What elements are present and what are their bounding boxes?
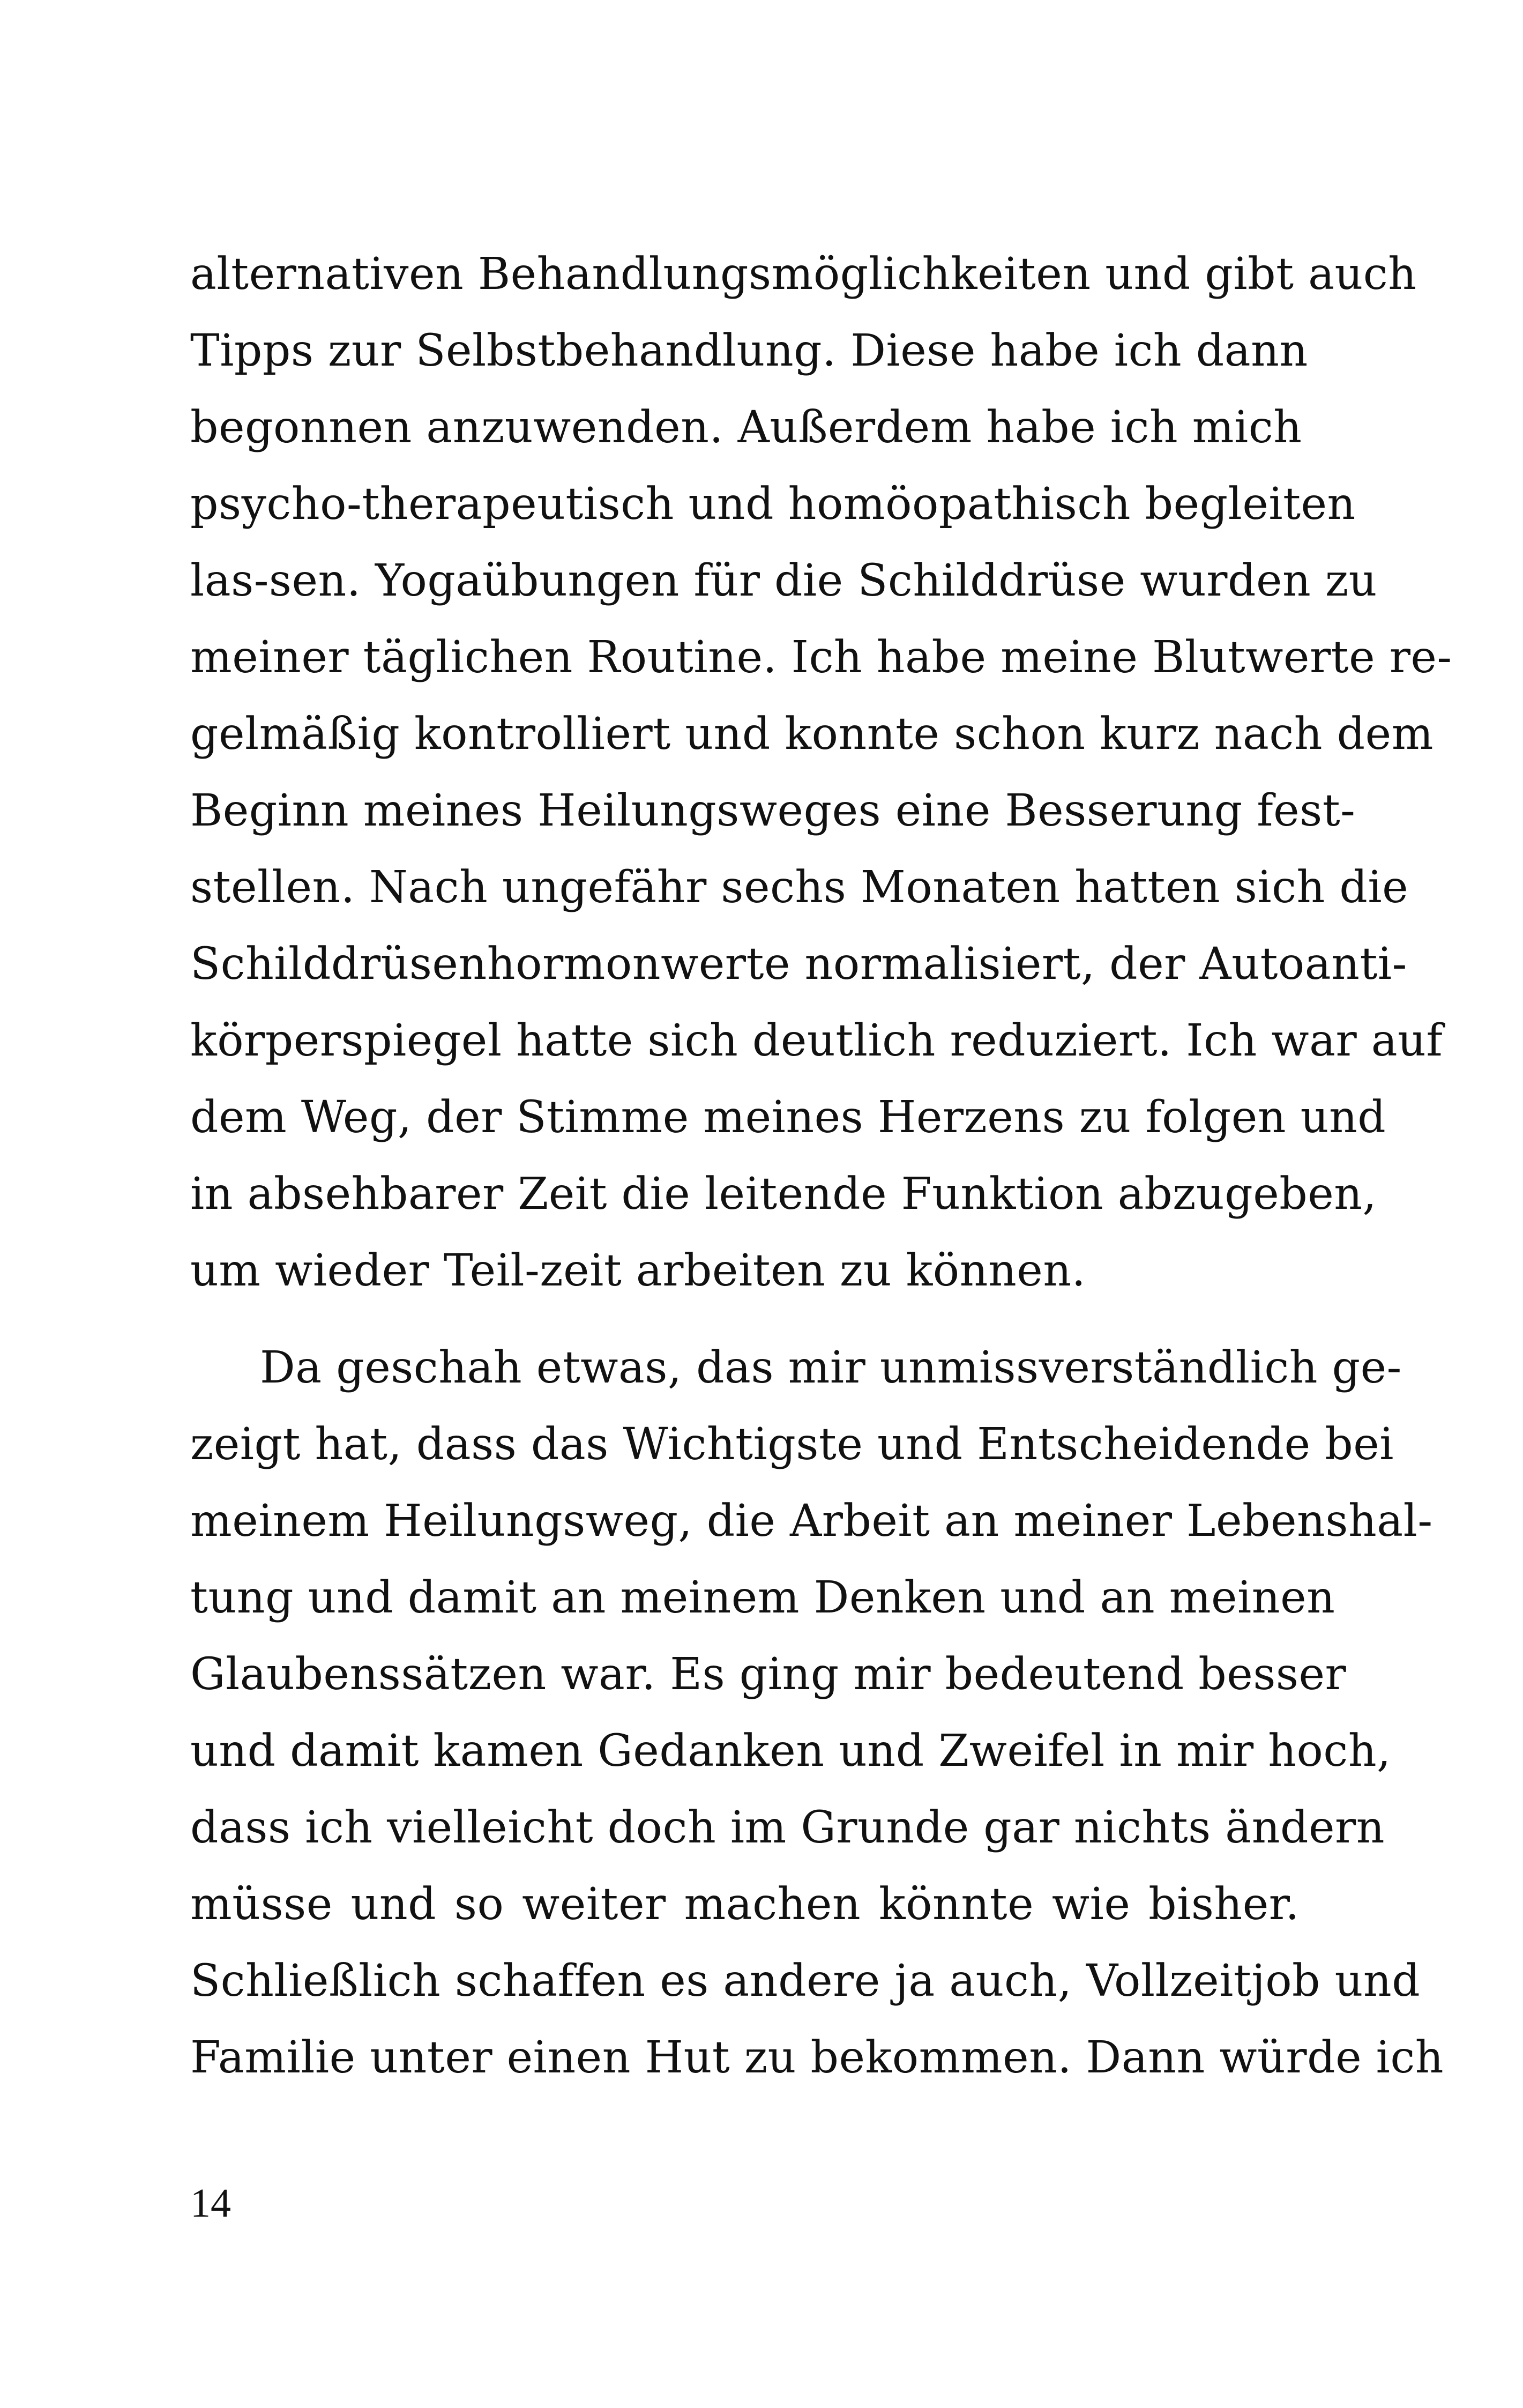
text-line: Da geschah etwas, das mir unmissverständlich ge- [260,1342,1402,1393]
text-line: Glaubenssätzen war. Es ging mir bedeutend besser [190,1649,1347,1700]
text-line: tung und damit an meinem Denken und an meinen [190,1572,1335,1623]
text-line: dem Weg, der Stimme meines Herzens zu folgen und [190,1092,1386,1143]
text-line: las-sen. Yogaübungen für die Schilddrüse wurden zu [190,555,1377,606]
text-line: psycho-therapeutisch und homöopathisch begleiten [190,479,1356,530]
paragraph-1 [190,236,1452,1309]
text-line: meinem Heilungsweg, die Arbeit an meiner Lebenshal- [190,1496,1433,1547]
page-number: 14 [190,2181,231,2226]
text-line: begonnen anzuwenden. Außerdem habe ich mich [190,402,1302,453]
text-line: Schilddrüsenhormonwerte normalisiert, der Autoanti- [190,939,1407,990]
text-line: und damit kamen Gedanken und Zweifel in mir hoch, [190,1726,1391,1777]
text-line: dass ich vielleicht doch im Grunde gar nichts ändern [190,1802,1385,1853]
text-line: gelmäßig kontrolliert und konnte schon kurz nach dem [190,709,1434,760]
text-line: Tipps zur Selbstbehandlung. Diese habe ich dann [190,325,1308,376]
text-line: müsse und so weiter machen könnte wie bisher. [190,1879,1300,1930]
text-line: Familie unter einen Hut zu bekommen. Dann würde ich [190,2032,1444,2083]
text-line: alternativen Behandlungsmöglichkeiten und gibt auch [190,249,1417,300]
text-line: in absehbarer Zeit die leitende Funktion abzugeben, [190,1169,1377,1220]
text-line: zeigt hat, dass das Wichtigste und Entscheidende bei [190,1419,1394,1470]
text-line: Schließlich schaffen es andere ja auch, Vollzeitjob und [190,1956,1421,2006]
paragraph-2 [190,1329,1444,2096]
text-line: meiner täglichen Routine. Ich habe meine Blutwerte re- [190,632,1452,683]
text-line: körperspiegel hatte sich deutlich reduziert. Ich war auf [190,1015,1443,1066]
text-line: Beginn meines Heilungsweges eine Besserung fest- [190,785,1356,836]
text-line: um wieder Teil-zeit arbeiten zu können. [190,1245,1086,1296]
text-line: stellen. Nach ungefähr sechs Monaten hatten sich die [190,862,1409,913]
